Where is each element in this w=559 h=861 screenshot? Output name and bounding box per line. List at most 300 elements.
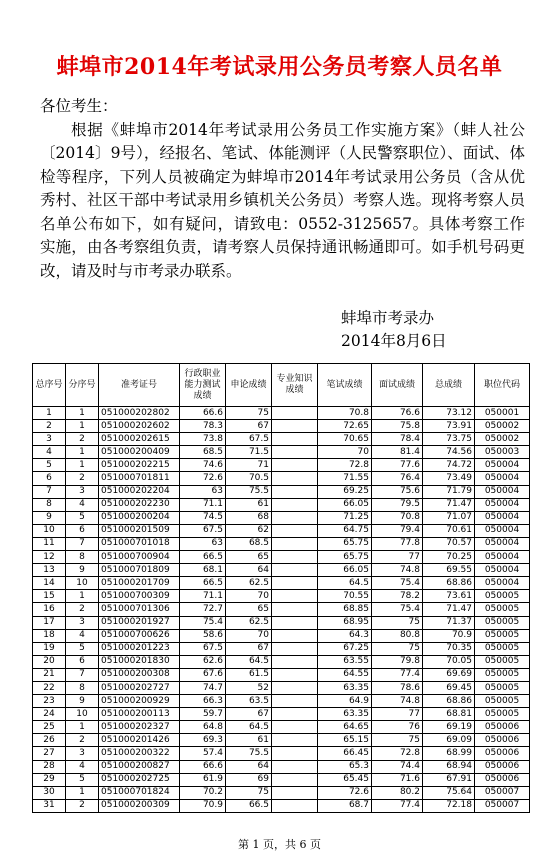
table-cell: 75.6: [372, 485, 423, 498]
table-cell: 22: [33, 681, 66, 694]
column-header: 分序号: [66, 364, 99, 407]
table-cell: 73.49: [423, 472, 475, 485]
table-cell: 67.6: [180, 668, 226, 681]
table-cell: 3: [66, 747, 99, 760]
table-cell: 52: [226, 681, 272, 694]
table-cell: 68.99: [423, 747, 475, 760]
table-row: [33, 655, 530, 668]
table-cell: 81.4: [372, 446, 423, 459]
table-cell: 74.6: [180, 459, 226, 472]
table-cell: 69.69: [423, 668, 475, 681]
table-cell: 14: [33, 577, 66, 590]
table-cell: 1: [66, 459, 99, 472]
table-cell: 70.25: [423, 551, 475, 564]
table-cell: 051000201509: [99, 524, 180, 537]
table-cell: 8: [66, 681, 99, 694]
table-cell: 050003: [475, 446, 530, 459]
table-cell: 10: [66, 708, 99, 721]
table-cell: 2: [66, 433, 99, 446]
greeting: 各位考生：: [40, 97, 118, 115]
table-cell: 050005: [475, 629, 530, 642]
table-cell: 68.95: [318, 616, 372, 629]
table-cell: 051000200929: [99, 695, 180, 708]
table-cell: 66.6: [180, 760, 226, 773]
table-cell: 051000202602: [99, 420, 180, 433]
table-cell: 68.5: [180, 446, 226, 459]
table-cell: 23: [33, 695, 66, 708]
table-cell: 7: [66, 668, 99, 681]
table-cell: 80.8: [372, 629, 423, 642]
table-row: [33, 603, 530, 616]
table-cell: 71.37: [423, 616, 475, 629]
table-row: [33, 551, 530, 564]
table-cell: 11: [33, 537, 66, 550]
table-cell: 050004: [475, 511, 530, 524]
table-cell: 62.5: [226, 616, 272, 629]
table-cell: 80.2: [372, 786, 423, 799]
table-row: [33, 472, 530, 485]
table-cell: 77: [372, 708, 423, 721]
table-row: [33, 681, 530, 694]
table-cell: [272, 734, 318, 747]
table-cell: 21: [33, 668, 66, 681]
table-cell: 71.47: [423, 498, 475, 511]
table-cell: 10: [66, 577, 99, 590]
table-cell: 31: [33, 799, 66, 812]
table-cell: 64: [226, 564, 272, 577]
table-cell: 64.8: [180, 721, 226, 734]
table-cell: 63: [180, 485, 226, 498]
table-row: [33, 407, 530, 420]
table-cell: 050006: [475, 721, 530, 734]
table-cell: 71.07: [423, 511, 475, 524]
table-cell: 65.75: [318, 537, 372, 550]
table-cell: 61: [226, 498, 272, 511]
table-cell: 9: [33, 511, 66, 524]
table-cell: 58.6: [180, 629, 226, 642]
table-cell: 70.9: [423, 629, 475, 642]
table-cell: 67.5: [180, 642, 226, 655]
table-row: [33, 590, 530, 603]
table-cell: [272, 655, 318, 668]
table-cell: 79.5: [372, 498, 423, 511]
table-cell: 050006: [475, 760, 530, 773]
table-row: [33, 433, 530, 446]
table-cell: 65.3: [318, 760, 372, 773]
table-cell: 050004: [475, 459, 530, 472]
table-cell: 72.8: [372, 747, 423, 760]
table-cell: [272, 786, 318, 799]
table-cell: 68.5: [226, 537, 272, 550]
table-cell: 73.91: [423, 420, 475, 433]
table-cell: 73.12: [423, 407, 475, 420]
table-cell: [272, 472, 318, 485]
table-cell: 72.18: [423, 799, 475, 812]
table-cell: [272, 616, 318, 629]
table-cell: [272, 485, 318, 498]
table-cell: 75.4: [372, 603, 423, 616]
table-cell: 71.47: [423, 603, 475, 616]
table-cell: 3: [66, 485, 99, 498]
table-row: [33, 511, 530, 524]
table-cell: 72.6: [180, 472, 226, 485]
column-header: 面试成绩: [372, 364, 423, 407]
table-cell: 6: [66, 524, 99, 537]
table-row: [33, 459, 530, 472]
table-cell: 2: [66, 799, 99, 812]
table-cell: [272, 511, 318, 524]
table-cell: 75.4: [372, 577, 423, 590]
table-row: [33, 498, 530, 511]
table-cell: [272, 695, 318, 708]
table-cell: 2: [66, 472, 99, 485]
table-cell: 65.15: [318, 734, 372, 747]
table-cell: 74.56: [423, 446, 475, 459]
table-cell: 050005: [475, 681, 530, 694]
table-cell: 3: [66, 616, 99, 629]
table-cell: 051000202327: [99, 721, 180, 734]
table-row: [33, 524, 530, 537]
table-cell: 63.35: [318, 708, 372, 721]
table-cell: 6: [66, 655, 99, 668]
table-cell: 74.7: [180, 681, 226, 694]
table-cell: 75: [372, 734, 423, 747]
table-cell: 68: [226, 511, 272, 524]
table-cell: 66.5: [180, 577, 226, 590]
column-header: 行政职业能力测试成绩: [180, 364, 226, 407]
table-cell: 73.61: [423, 590, 475, 603]
table-cell: 050004: [475, 577, 530, 590]
column-header: 准考证号: [99, 364, 180, 407]
table-cell: 66.45: [318, 747, 372, 760]
table-cell: 3: [33, 433, 66, 446]
table-cell: 051000202215: [99, 459, 180, 472]
table-cell: 26: [33, 734, 66, 747]
table-row: [33, 668, 530, 681]
table-cell: 63.55: [318, 655, 372, 668]
table-cell: 72.8: [318, 459, 372, 472]
table-cell: 70.55: [318, 590, 372, 603]
column-header: 总成绩: [423, 364, 475, 407]
table-cell: 29: [33, 773, 66, 786]
table-row: [33, 485, 530, 498]
table-cell: 050006: [475, 773, 530, 786]
table-cell: 66.6: [180, 407, 226, 420]
table-cell: 64.5: [226, 721, 272, 734]
table-cell: 15: [33, 590, 66, 603]
table-cell: [272, 446, 318, 459]
table-cell: 70.61: [423, 524, 475, 537]
table-cell: 1: [33, 407, 66, 420]
table-cell: 2: [66, 603, 99, 616]
table-cell: 73.8: [180, 433, 226, 446]
table-cell: 050005: [475, 668, 530, 681]
table-cell: 68.86: [423, 695, 475, 708]
table-cell: 16: [33, 603, 66, 616]
table-cell: 72.65: [318, 420, 372, 433]
table-cell: 70.65: [318, 433, 372, 446]
table-cell: 69.3: [180, 734, 226, 747]
table-cell: 68.1: [180, 564, 226, 577]
table-cell: 1: [66, 786, 99, 799]
table-cell: 5: [66, 642, 99, 655]
table-cell: 78.2: [372, 590, 423, 603]
table-cell: 75: [226, 786, 272, 799]
table-cell: 70.5: [226, 472, 272, 485]
table-cell: 67.25: [318, 642, 372, 655]
table-cell: 050002: [475, 433, 530, 446]
notice-paragraph: 根据《蚌埠市2014年考试录用公务员工作实施方案》（蚌人社公〔2014〕9号），经报名、笔试、体能测评（人民警察职位）、面试、体检等程序，下列人员被确定为蚌埠市2014年考试录用公务员（含从优秀村、社区干部中考试录用乡镇机关公务员）考察人选。现将考察人员名单公布如下，如有疑问，请致电：0552-3125657。具体考察工作实施，由各考察组负责，请考察人员保持通讯畅通即可。如手机号码更改，请及时与市考录办联系。: [40, 120, 525, 280]
table-cell: 051000201709: [99, 577, 180, 590]
table-cell: 74.8: [372, 695, 423, 708]
table-cell: 70.9: [180, 799, 226, 812]
table-cell: 59.7: [180, 708, 226, 721]
table-header-row: [33, 364, 530, 407]
table-cell: 18: [33, 629, 66, 642]
table-cell: 79.8: [372, 655, 423, 668]
table-cell: 76: [372, 721, 423, 734]
table-cell: [272, 799, 318, 812]
table-cell: 68.81: [423, 708, 475, 721]
table-cell: 5: [33, 459, 66, 472]
table-cell: 10: [33, 524, 66, 537]
table-cell: 9: [66, 564, 99, 577]
table-cell: 61.9: [180, 773, 226, 786]
table-cell: 051000201927: [99, 616, 180, 629]
table-cell: 1: [66, 590, 99, 603]
table-cell: 051000700626: [99, 629, 180, 642]
table-cell: 70.8: [372, 511, 423, 524]
table-cell: 68.94: [423, 760, 475, 773]
table-cell: 5: [66, 511, 99, 524]
table-cell: 57.4: [180, 747, 226, 760]
table-cell: 1: [66, 721, 99, 734]
table-cell: 13: [33, 564, 66, 577]
column-header: 专业知识成绩: [272, 364, 318, 407]
table-cell: [272, 407, 318, 420]
table-cell: 6: [33, 472, 66, 485]
table-row: [33, 537, 530, 550]
table-cell: 75.4: [180, 616, 226, 629]
notice-body: [40, 95, 525, 283]
table-cell: 75.5: [226, 747, 272, 760]
table-cell: 71.6: [372, 773, 423, 786]
table-cell: 64.65: [318, 721, 372, 734]
table-cell: 71.1: [180, 498, 226, 511]
page-title: 蚌埠市2014年考试录用公务员考察人员名单: [56, 54, 503, 80]
table-cell: [272, 551, 318, 564]
table-cell: 050007: [475, 786, 530, 799]
table-cell: 050004: [475, 564, 530, 577]
table-cell: 051000200827: [99, 760, 180, 773]
table-cell: 051000700904: [99, 551, 180, 564]
table-cell: 1: [66, 420, 99, 433]
table-cell: 050005: [475, 616, 530, 629]
table-cell: 051000202802: [99, 407, 180, 420]
table-cell: [272, 524, 318, 537]
table-cell: 77.4: [372, 668, 423, 681]
table-cell: 61.5: [226, 668, 272, 681]
table-row: [33, 642, 530, 655]
table-cell: 77.4: [372, 799, 423, 812]
table-row: [33, 773, 530, 786]
table-cell: 70.8: [318, 407, 372, 420]
table-cell: 70.35: [423, 642, 475, 655]
table-cell: 050004: [475, 498, 530, 511]
table-cell: 4: [66, 498, 99, 511]
table-cell: [272, 433, 318, 446]
table-cell: [272, 668, 318, 681]
table-cell: 66.05: [318, 498, 372, 511]
table-cell: [272, 773, 318, 786]
table-cell: 64.9: [318, 695, 372, 708]
table-cell: 70.05: [423, 655, 475, 668]
table-cell: 63.5: [226, 695, 272, 708]
table-cell: 051000202727: [99, 681, 180, 694]
table-cell: 69.19: [423, 721, 475, 734]
issue-date: 2014年8月6日: [341, 332, 447, 350]
table-cell: 67.5: [226, 433, 272, 446]
table-row: [33, 446, 530, 459]
table-cell: [272, 708, 318, 721]
page-footer: 第 1 页，共 6 页: [238, 838, 321, 851]
table-cell: 77.6: [372, 459, 423, 472]
table-cell: 70: [226, 590, 272, 603]
table-cell: 73.75: [423, 433, 475, 446]
table-cell: 7: [33, 485, 66, 498]
table-cell: 64: [226, 760, 272, 773]
table-cell: [272, 537, 318, 550]
column-header: 总序号: [33, 364, 66, 407]
table-cell: 74.8: [372, 564, 423, 577]
table-cell: 051000701824: [99, 786, 180, 799]
table-cell: 75.8: [372, 420, 423, 433]
table-cell: 66.3: [180, 695, 226, 708]
table-cell: 4: [66, 629, 99, 642]
table-cell: 68.86: [423, 577, 475, 590]
table-cell: 62.6: [180, 655, 226, 668]
table-cell: 71.5: [226, 446, 272, 459]
table-cell: 69.25: [318, 485, 372, 498]
table-cell: 050004: [475, 537, 530, 550]
table-cell: 17: [33, 616, 66, 629]
table-cell: 64.5: [318, 577, 372, 590]
table-row: [33, 577, 530, 590]
table-cell: 050001: [475, 407, 530, 420]
table-cell: 051000701018: [99, 537, 180, 550]
table-cell: 65.75: [318, 551, 372, 564]
table-cell: 051000202725: [99, 773, 180, 786]
table-cell: 1: [66, 446, 99, 459]
table-cell: 051000701306: [99, 603, 180, 616]
table-cell: 72.7: [180, 603, 226, 616]
table-cell: 051000201830: [99, 655, 180, 668]
table-row: [33, 695, 530, 708]
table-cell: 78.4: [372, 433, 423, 446]
table-cell: 7: [66, 537, 99, 550]
table-cell: 050005: [475, 603, 530, 616]
table-cell: 74.4: [372, 760, 423, 773]
table-cell: 050005: [475, 655, 530, 668]
table-cell: 78.3: [180, 420, 226, 433]
table-cell: 74.72: [423, 459, 475, 472]
table-cell: 66.5: [180, 551, 226, 564]
table-row: [33, 564, 530, 577]
table-cell: 67: [226, 708, 272, 721]
table-body: [33, 407, 530, 813]
table-cell: 67: [226, 642, 272, 655]
table-cell: 74.5: [180, 511, 226, 524]
table-cell: 75: [372, 616, 423, 629]
table-cell: [272, 577, 318, 590]
table-cell: [272, 760, 318, 773]
table-row: [33, 747, 530, 760]
table-cell: 051000200409: [99, 446, 180, 459]
table-cell: 63: [180, 537, 226, 550]
table-cell: 050007: [475, 799, 530, 812]
table-cell: 050006: [475, 734, 530, 747]
table-cell: 71.79: [423, 485, 475, 498]
table-row: [33, 708, 530, 721]
table-cell: 050005: [475, 590, 530, 603]
table-cell: 19: [33, 642, 66, 655]
table-cell: 050004: [475, 551, 530, 564]
table-cell: 051000200322: [99, 747, 180, 760]
table-cell: [272, 681, 318, 694]
table-cell: 77: [372, 551, 423, 564]
table-cell: 4: [33, 446, 66, 459]
table-cell: 050005: [475, 642, 530, 655]
table-cell: 050004: [475, 485, 530, 498]
table-cell: [272, 459, 318, 472]
table-cell: 75: [372, 642, 423, 655]
table-cell: [272, 564, 318, 577]
table-cell: 66.05: [318, 564, 372, 577]
table-cell: 65: [226, 603, 272, 616]
table-cell: 050002: [475, 420, 530, 433]
table-cell: 5: [66, 773, 99, 786]
table-cell: 051000201426: [99, 734, 180, 747]
table-cell: 76.6: [372, 407, 423, 420]
table-cell: 27: [33, 747, 66, 760]
column-header: 申论成绩: [226, 364, 272, 407]
table-cell: 050005: [475, 695, 530, 708]
table-cell: 051000200308: [99, 668, 180, 681]
table-cell: 62: [226, 524, 272, 537]
table-cell: 8: [66, 551, 99, 564]
table-row: [33, 629, 530, 642]
table-cell: 051000201223: [99, 642, 180, 655]
table-cell: 65: [226, 551, 272, 564]
table-cell: 9: [66, 695, 99, 708]
table-cell: 78.6: [372, 681, 423, 694]
table-cell: 67.5: [180, 524, 226, 537]
table-cell: 64.55: [318, 668, 372, 681]
table-cell: 1: [66, 407, 99, 420]
table-cell: 68.7: [318, 799, 372, 812]
table-cell: 30: [33, 786, 66, 799]
table-cell: 051000701811: [99, 472, 180, 485]
table-cell: 75.64: [423, 786, 475, 799]
table-cell: 69.45: [423, 681, 475, 694]
table-cell: 71: [226, 459, 272, 472]
table-cell: 050004: [475, 472, 530, 485]
table-cell: 050006: [475, 747, 530, 760]
table-cell: [272, 721, 318, 734]
table-cell: [272, 629, 318, 642]
table-row: [33, 721, 530, 734]
table-cell: 63.35: [318, 681, 372, 694]
